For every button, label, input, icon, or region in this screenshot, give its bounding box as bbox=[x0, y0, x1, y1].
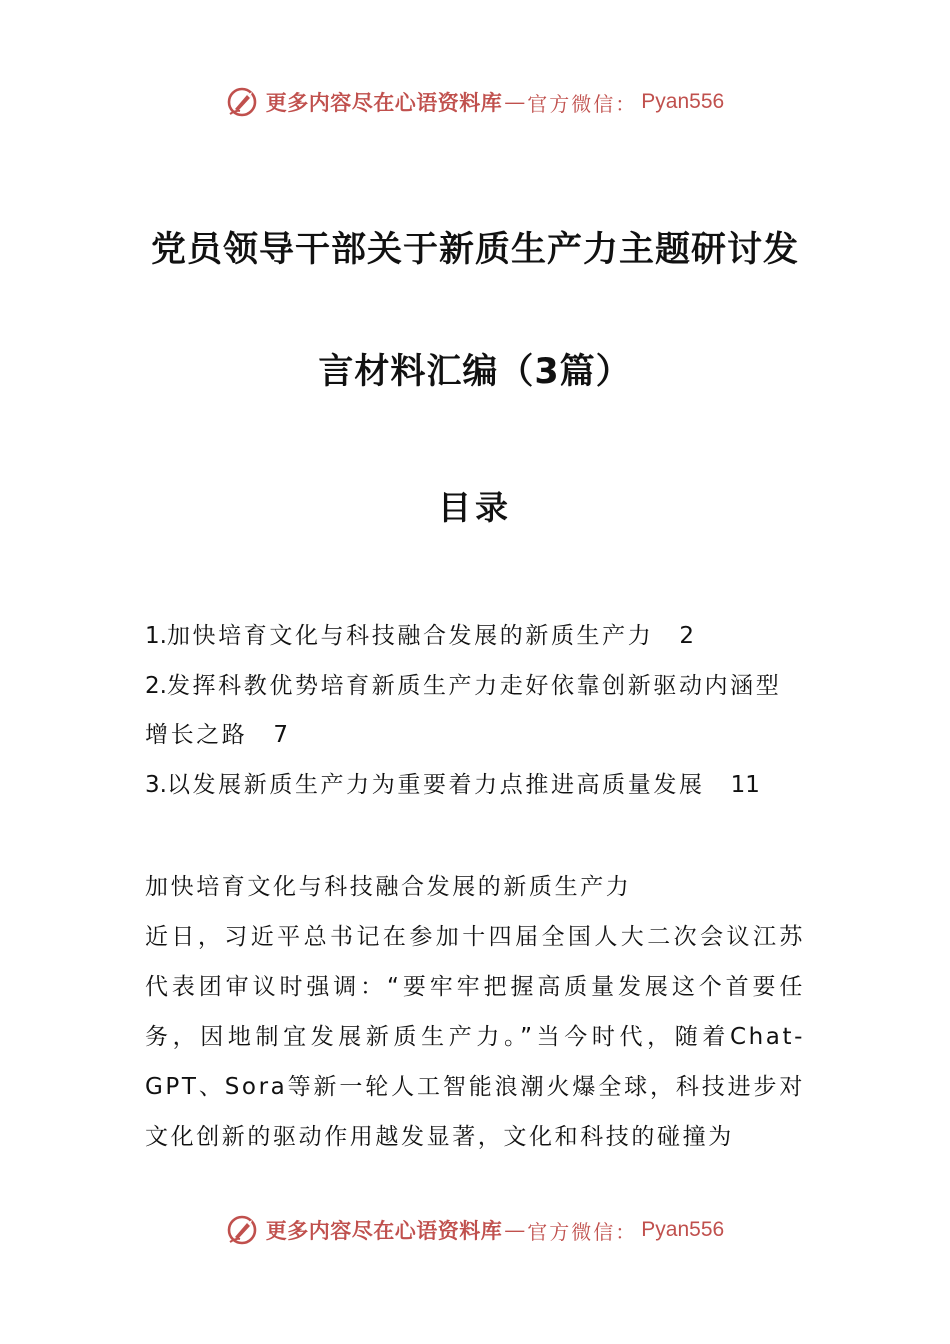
header-watermark-banner bbox=[0, 80, 950, 124]
table-of-contents bbox=[145, 612, 805, 810]
toc-entry-number: 3. bbox=[145, 771, 167, 798]
body-paragraph: 近日，习近平总书记在参加十四届全国人大二次会议江苏代表团审议时强调：“要牢牢把握高质量发展这个首要任务，因地制宜发展新质生产力。”当今时代，随着Chat-GPT、Sora等新一轮人工智能浪潮火爆全球，科技进步对文化创新的驱动作用越发显著，文化和科技的碰撞为 bbox=[145, 924, 805, 1150]
toc-entry-3[interactable] bbox=[145, 761, 805, 811]
toc-entry-number: 2. bbox=[145, 672, 167, 699]
document-body bbox=[145, 862, 805, 1162]
pen-nib-logo-icon bbox=[226, 84, 262, 120]
document-title-line-2: 言材料汇编（3篇） bbox=[318, 352, 632, 392]
toc-entry-number: 1. bbox=[145, 623, 167, 649]
banner-dash: — bbox=[504, 90, 526, 114]
banner-wechat-label: 官方微信： bbox=[527, 1219, 638, 1244]
toc-entry-2[interactable] bbox=[145, 662, 805, 761]
banner-wechat-id: Pyan556 bbox=[641, 90, 725, 113]
banner-text: 更多内容尽在心语资料库 bbox=[265, 1218, 503, 1243]
section-title: 加快培育文化与科技融合发展的新质生产力 bbox=[145, 874, 632, 900]
toc-entry-title: 加快培育文化与科技融合发展的新质生产力 bbox=[166, 623, 654, 649]
toc-entry-page: 7 bbox=[273, 722, 289, 748]
banner-wechat-id: Pyan556 bbox=[641, 1218, 725, 1241]
toc-entry-1[interactable] bbox=[145, 612, 805, 662]
banner-dash: — bbox=[504, 1218, 526, 1242]
pen-nib-logo-icon bbox=[226, 1212, 262, 1248]
toc-entry-title: 以发展新质生产力为重要着力点推进高质量发展 bbox=[166, 771, 705, 798]
toc-entry-title: 发挥科教优势培育新质生产力走好依靠创新驱动内涵型增长之路 bbox=[145, 672, 782, 748]
toc-entry-page: 2 bbox=[679, 623, 694, 649]
toc-heading: 目录 bbox=[438, 488, 512, 527]
footer-watermark-banner bbox=[0, 1208, 950, 1252]
banner-wechat-label: 官方微信： bbox=[527, 91, 638, 116]
document-title-line-1: 党员领导干部关于新质生产力主题研讨发 bbox=[150, 230, 799, 270]
toc-entry-page: 11 bbox=[730, 771, 760, 798]
banner-text: 更多内容尽在心语资料库 bbox=[265, 90, 503, 115]
